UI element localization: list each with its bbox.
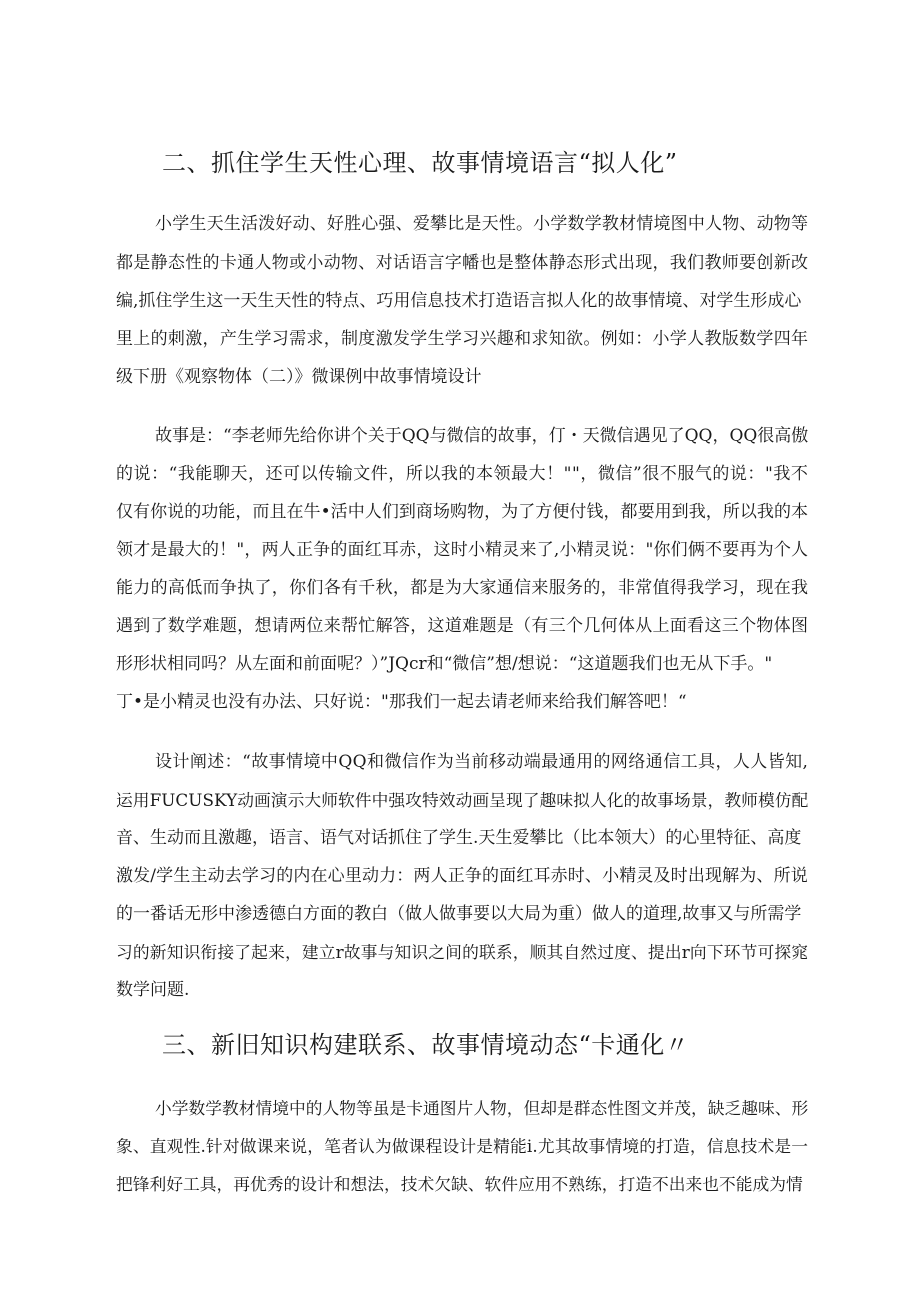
text-line: 数学问题. [116,980,190,1000]
text-line: 丁•是小精灵也没有办法、只好说："那我们一起去请老师来给我们解答吧！“ [116,692,687,712]
text-line: 遇到了数学难题，想请两位来帮忙解答，这道难题是（有三个几何体从上面看这三个物体图 [116,616,809,636]
text-line: 编,抓住学生这一天生天性的特点、巧用信息技术打造语言拟人化的故事情境、对学生形成心 [116,291,802,311]
text-line: 习的新知识衔接了起来，建立r故事与知识之间的联系，顺其自然过度、提出r向下环节可探窕 [116,942,809,962]
text-line: 仅有你说的功能，而且在牛•活中人们到商场购物，为了方便付钱，都要用到我，所以我的本 [116,502,809,522]
text-line: 级下册《观察物体（二）》微课例中故事情境设计 [116,367,482,387]
text-line: 的一番话无形中渗透德白方面的教白（做人做事要以大局为重）做人的道理,故事又与所需学 [116,904,802,924]
text-line: 故事是：“李老师先给你讲个关于QQ与微信的故事，仃・天微信遇见了QQ，QQ很高傲 [155,426,809,446]
text-line: 小学数学教材情境中的人物等虽是卡通图片人物，但却是群态性图文并茂，缺乏趣味、形 [155,1098,809,1118]
text-line: 设计阐述：“故事情境中QQ和微信作为当前移动端最通用的网络通信工具，人人皆知, [155,752,809,772]
section-3-heading: 三、新旧知识构建联系、故事情境动态“卡通化〃 [162,1031,690,1059]
text-line: 象、直观性.针对做课来说，笔者认为做课程设计是精能i.尤其故事情境的打造，信息技术是一 [116,1136,809,1156]
text-line: 里上的刺激，产生学习需求，制度激发学生学习兴趣和求知欲。例如：小学人教版数学四年 [116,329,809,349]
section-2-heading: 二、抓住学生天性心理、故事情境语言“拟人化” [162,149,678,177]
text-line: 运用FUCUSKY动画演示大师软件中强攻特效动画呈现了趣味拟人化的故事场景，教师模仿配 [116,790,809,810]
text-line: 把锋利好工具，再优秀的设计和想法，技术欠缺、软件应用不熟练，打造不出来也不能成为情 [116,1174,803,1194]
text-line: 的说：“我能聊天，还可以传输文件，所以我的本领最大！""，微信”很不服气的说："我不 [116,464,809,484]
text-line: 小学生天生活泼好动、好胜心强、爱攀比是天性。小学数学教材情境图中人物、动物等 [155,214,809,234]
text-line: 能力的高低而争执了，你们各有千秋，都是为大家通信来服务的，非常值得我学习，现在我 [116,578,809,598]
text-line: 激发/学生主动去学习的内在心里动力：两人正争的面红耳赤时、小精灵及时出现解为、所说 [116,866,808,886]
text-line: 音、生动而且激趣，语言、语气对话抓住了学生.天生爱攀比（比本领大）的心里特征、高度 [116,828,802,848]
text-line: 形形状相同吗？从左面和前面呢？）”JQcr和“微信”想/想说：“这道题我们也无从下手。" [116,654,773,674]
text-line: 领才是最大的！"，两人正争的面红耳赤，这时小精灵来了,小精灵说："你们俩不要再为个人 [116,540,809,560]
text-line: 都是静态性的卡通人物或小动物、对话语言字幡也是整体静态形式出现，我们教师要创新改 [116,253,809,273]
